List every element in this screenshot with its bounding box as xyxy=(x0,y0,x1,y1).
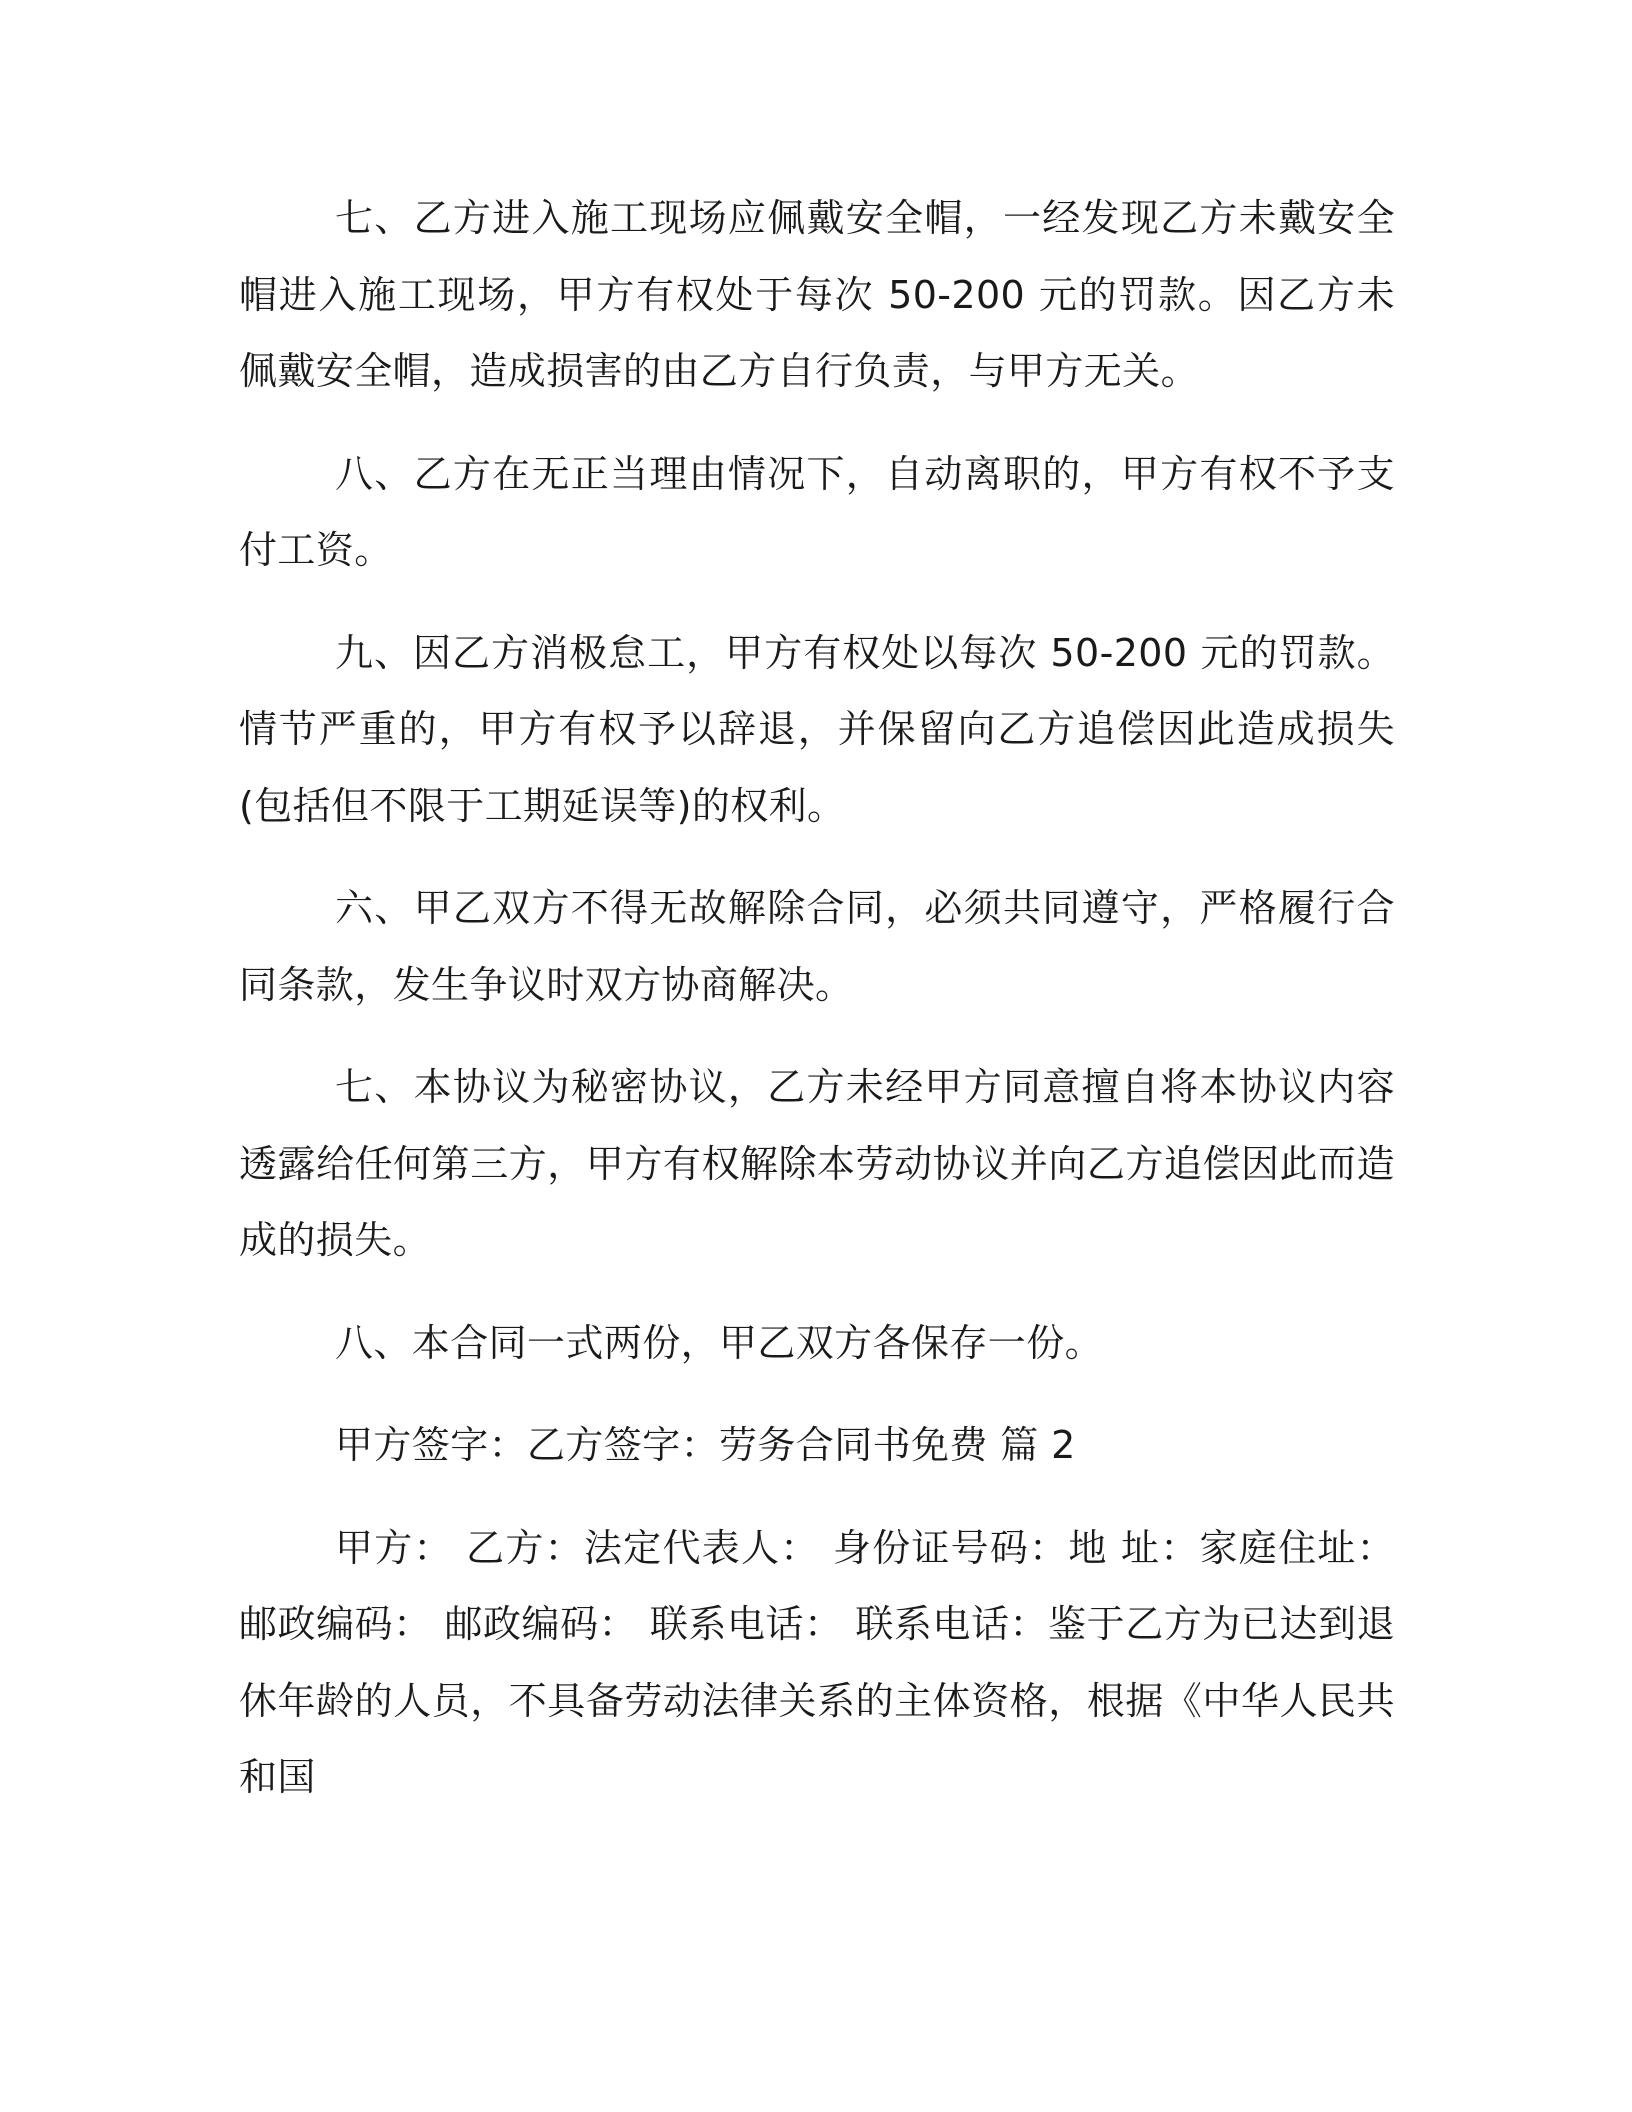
paragraph-copies: 八、本合同一式两份，甲乙双方各保存一份。 xyxy=(335,1320,1104,1365)
paragraph-signatures: 甲方签字：乙方签字：劳务合同书免费 篇 2 xyxy=(335,1423,1076,1467)
paragraph-contract-termination: 六、甲乙双方不得无故解除合同，必须共同遵守，严格履行合同条款，发生争议时双方协商解决。 xyxy=(239,886,1395,1007)
paragraph-confidentiality: 七、本协议为秘密协议，乙方未经甲方同意擅自将本协议内容透露给任何第三方，甲方有权解除本劳动协议并向乙方追偿因此而造成的损失。 xyxy=(239,1065,1395,1262)
paragraph-safety-helmet: 七、乙方进入施工现场应佩戴安全帽，一经发现乙方未戴安全帽进入施工现场，甲方有权处于每次 50-200 元的罚款。因乙方未佩戴安全帽，造成损害的由乙方自行负责，与甲方无关。 xyxy=(239,196,1395,393)
paragraph-resignation: 八、乙方在无正当理由情况下，自动离职的，甲方有权不予支付工资。 xyxy=(239,451,1395,572)
paragraph-party-info: 甲方： 乙方：法定代表人： 身份证号码：地 址：家庭住址： 邮政编码： 邮政编码： 联系电话： 联系电话：鉴于乙方为已达到退休年龄的人员，不具备劳动法律关系的主体资格，根据《中华人民共和国 xyxy=(239,1525,1395,1799)
paragraph-slacking-penalty: 九、因乙方消极怠工，甲方有权处以每次 50-200 元的罚款。情节严重的，甲方有权予以辞退，并保留向乙方追偿因此造成损失(包括但不限于工期延误等)的权利。 xyxy=(239,630,1395,828)
document-body xyxy=(239,180,1395,1842)
